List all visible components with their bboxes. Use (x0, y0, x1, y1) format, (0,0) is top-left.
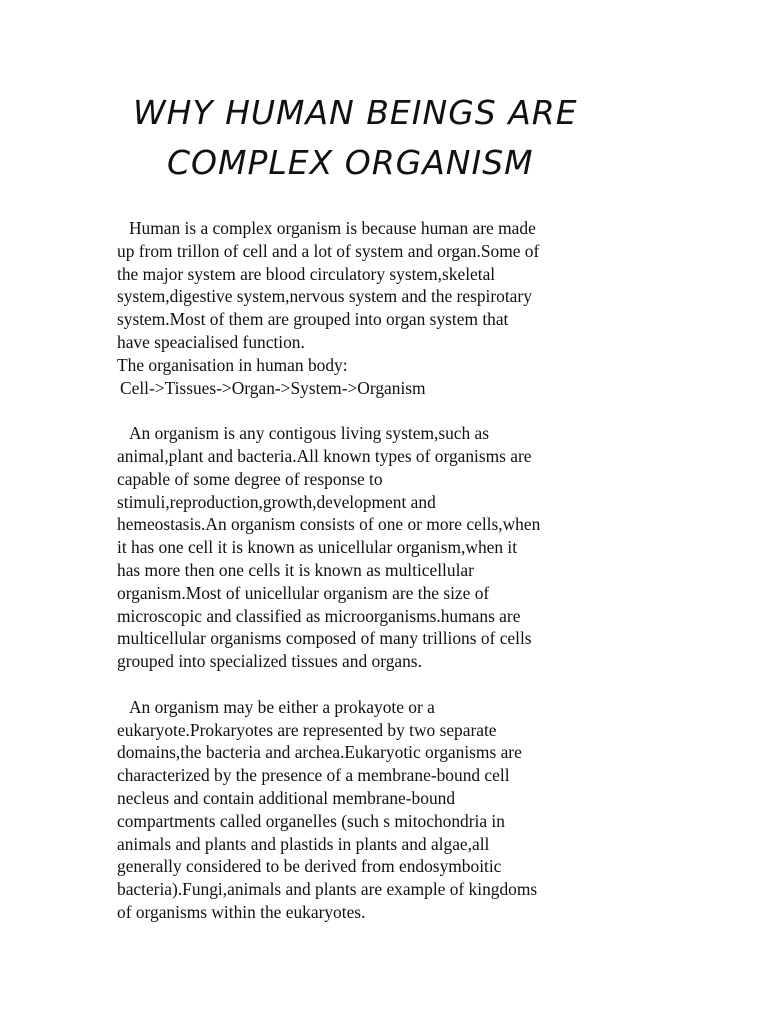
text-line: the major system are blood circulatory system,skeletal (117, 263, 496, 284)
document-body (117, 217, 657, 947)
text-line: it has one cell it is known as unicellular organism,when it (117, 537, 518, 558)
text-line: necleus and contain additional membrane-bound (117, 787, 456, 808)
title-line: WHY HUMAN BEINGS ARE (133, 93, 578, 132)
text-line: up from trillon of cell and a lot of system and organ.Some of (117, 240, 540, 261)
text-line: bacteria).Fungi,animals and plants are example of kingdoms (117, 879, 538, 900)
text-line: eukaryote.Prokaryotes are represented by two separate (117, 719, 497, 740)
text-line: The organisation in human body: (117, 354, 348, 375)
text-line: Cell->Tissues->Organ->System->Organism (120, 377, 426, 398)
text-line: animals and plants and plastids in plants and algae,all (117, 833, 490, 854)
text-line: An organism may be either a prokayote or a (129, 696, 435, 717)
text-line: compartments called organelles (such s mitochondria in (117, 810, 505, 831)
text-line: generally considered to be derived from endosymboitic (117, 856, 502, 877)
text-line: An organism is any contigous living system,such as (129, 423, 490, 444)
paragraph-complexity (117, 217, 657, 399)
text-line: capable of some degree of response to (117, 468, 383, 489)
text-line: domains,the bacteria and archea.Eukaryotic organisms are (117, 742, 522, 763)
text-line: of organisms within the eukaryotes. (117, 901, 366, 922)
text-line: organism.Most of unicellular organism are the size of (117, 582, 490, 603)
text-line: have speacialised function. (117, 331, 305, 352)
page-title (0, 88, 768, 188)
paragraph-organism (117, 422, 657, 673)
text-line: multicellular organisms composed of many trillions of cells (117, 628, 532, 649)
paragraph-prokaryote-eukaryote (117, 696, 657, 924)
text-line: microscopic and classified as microorganisms.humans are (117, 605, 521, 626)
text-line: grouped into specialized tissues and organs. (117, 651, 422, 672)
text-line: has more then one cells it is known as multicellular (117, 559, 474, 580)
text-line: Human is a complex organism is because human are made (129, 218, 536, 238)
text-line: characterized by the presence of a membrane-bound cell (117, 765, 510, 786)
text-line: hemeostasis.An organism consists of one or more cells,when (117, 514, 541, 535)
text-line: system.Most of them are grouped into organ system that (117, 309, 509, 330)
text-line: stimuli,reproduction,growth,development and (117, 491, 436, 512)
text-line: system,digestive system,nervous system and the respirotary (117, 286, 532, 307)
text-line: animal,plant and bacteria.All known types of organisms are (117, 445, 532, 466)
title-line: COMPLEX ORGANISM (167, 143, 534, 182)
